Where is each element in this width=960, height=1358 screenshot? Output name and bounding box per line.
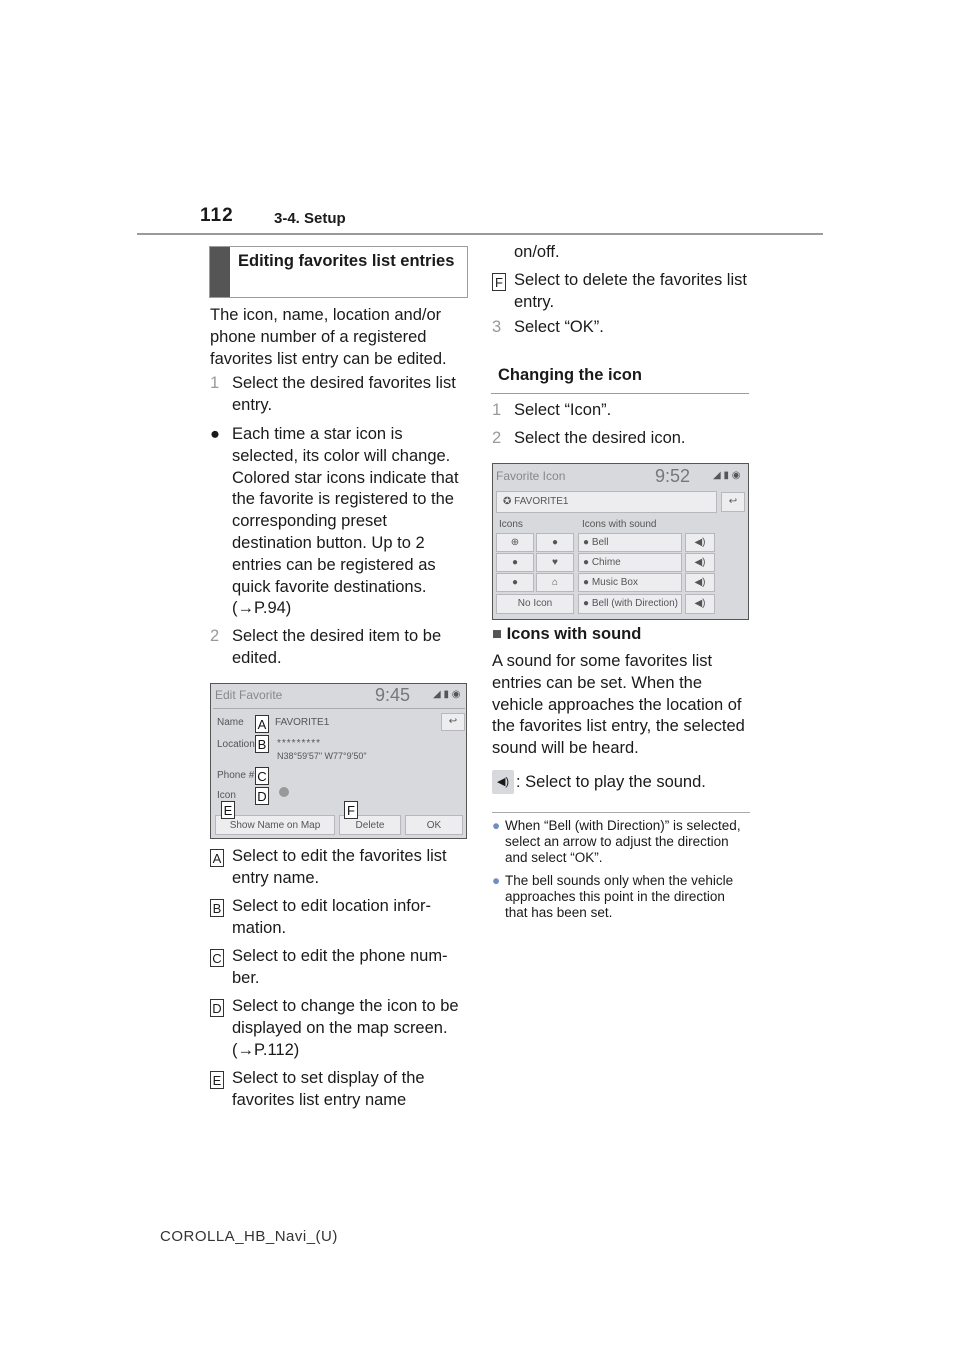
step-text: Select the desired icon. [514, 429, 686, 447]
notes-divider [492, 812, 750, 813]
item-text: Select to edit the phone num-ber. [232, 947, 448, 987]
header-rule [137, 233, 823, 235]
show-name-on-map-button[interactable]: Show Name on Map [215, 815, 335, 835]
icon-option-food[interactable]: ● [496, 553, 534, 572]
favorite-icon[interactable] [279, 787, 289, 797]
bullet-reference: (→P.94) [232, 599, 292, 618]
step-2 [210, 626, 468, 670]
icon-option-plus[interactable]: ⊕ [496, 533, 534, 552]
heading-text: Changing the icon [498, 366, 642, 384]
continuation-text: on/off. [514, 243, 560, 261]
play-sound-text: : Select to play the sound. [516, 773, 706, 791]
sound-option-bell[interactable]: ● Bell [578, 533, 682, 552]
item-label: A [210, 849, 224, 867]
sound-option-chime[interactable]: ● Chime [578, 553, 682, 572]
edit-favorite-screenshot [210, 683, 467, 839]
square-bullet-icon: ■ [492, 625, 502, 643]
note-text: The bell sounds only when the vehicle approaches this point in the direction that has been set. [505, 873, 734, 920]
subheading-text: Icons with sound [506, 625, 642, 643]
step-3 [492, 317, 750, 339]
screen-title: Favorite Icon [496, 469, 566, 483]
delete-button[interactable]: Delete [339, 815, 401, 835]
step-select-desired-icon [492, 428, 750, 450]
item-text: Select to change the icon to be displayed on the map screen. (→P.112) [232, 997, 459, 1059]
item-a [210, 846, 468, 890]
sound-option-bell-direction[interactable]: ● Bell (with Direction) [578, 594, 682, 614]
phone-label: Phone # [217, 770, 255, 781]
favorite-entry-row[interactable] [496, 491, 717, 513]
marker-b: B [255, 735, 269, 753]
item-c [210, 946, 468, 990]
intro-paragraph: The icon, name, location and/or phone number of a registered favorites list entry can be edited. [210, 306, 447, 368]
bullet-star-icon [210, 424, 468, 620]
name-label: Name [217, 717, 244, 728]
play-sound-button-music-box[interactable]: ◀) [685, 573, 715, 592]
footer-model: COROLLA_HB_Navi_(U) [160, 1228, 338, 1245]
icons-with-sound-header: Icons with sound [582, 519, 657, 530]
heading-changing-icon [491, 361, 749, 394]
note-2 [492, 873, 750, 921]
bullet-body: Each time a star icon is selected, its color will change. Colored star icons indicate that the favorite is registered to the corresponding preset destination button. Up to 2 entries can be registered as quick favorite destinations. [232, 425, 459, 596]
step-text: Select the desired item to be edited. [232, 627, 442, 667]
item-label: B [210, 899, 224, 917]
status-icons: ◢ ▮ ◉ [713, 470, 741, 481]
heading-bar [210, 247, 230, 297]
sound-name: Music Box [591, 577, 638, 588]
note-bullet-icon: ● [492, 818, 501, 833]
step-1 [210, 373, 468, 417]
subheading-icons-with-sound [492, 624, 641, 646]
step-text: Select “Icon”. [514, 401, 612, 419]
item-text: Select to set display of the favorites list entry name [232, 1069, 425, 1109]
location-label: Location [217, 739, 255, 750]
status-icons: ◢ ▮ ◉ [433, 689, 461, 700]
item-b [210, 896, 468, 940]
item-label: F [492, 273, 506, 291]
title-divider [213, 708, 465, 709]
sound-name: Bell [591, 537, 609, 548]
item-text: Select to delete the favorites list entry. [514, 271, 747, 311]
item-f [492, 270, 750, 314]
back-button[interactable]: ↩ [721, 492, 745, 512]
favorite-icon-screenshot [492, 463, 749, 620]
play-sound-button-chime[interactable]: ◀) [685, 553, 715, 572]
no-icon-button[interactable]: No Icon [496, 594, 574, 614]
step-text: Select “OK”. [514, 318, 604, 336]
note-bullet-icon: ● [492, 873, 501, 888]
icon-option-alert[interactable]: ● [536, 533, 574, 552]
step-select-icon [492, 400, 750, 422]
page-number: 112 [200, 205, 234, 226]
location-hidden[interactable]: ********* [277, 738, 322, 749]
play-sound-button-bell-direction[interactable]: ◀) [685, 594, 715, 614]
bullet-dot-icon: ● [210, 425, 220, 443]
bullet-text [232, 424, 468, 620]
step-number: 3 [492, 318, 502, 336]
screen-title: Edit Favorite [215, 688, 283, 702]
screen-clock: 9:45 [375, 685, 411, 705]
heading-text: Editing favorites list entries [238, 252, 455, 270]
section-title: 3-4. Setup [274, 210, 346, 227]
icon-label: Icon [217, 790, 236, 801]
location-coordinates[interactable]: N38°59'57" W77°9'50" [277, 751, 367, 761]
item-label: E [210, 1071, 224, 1089]
item-label: D [210, 999, 224, 1017]
icons-column-header: Icons [499, 519, 523, 530]
sound-name: Chime [591, 557, 621, 568]
icon-option-heart[interactable]: ♥ [536, 553, 574, 572]
step-number: 2 [210, 627, 220, 645]
sound-paragraph: A sound for some favorites list entries can be set. When the vehicle approaches the location of the favorites list entry, the selected sound will be heard. [492, 652, 745, 758]
play-sound-button-bell[interactable]: ◀) [685, 533, 715, 552]
step-number: 2 [492, 429, 502, 447]
step-number: 1 [492, 401, 502, 419]
speaker-icon: ◀) [492, 770, 514, 794]
item-e [210, 1068, 468, 1112]
icon-option-work[interactable]: ● [496, 573, 534, 592]
marker-a: A [255, 715, 269, 733]
step-number: 1 [210, 374, 220, 392]
sound-option-music-box[interactable]: ● Music Box [578, 573, 682, 592]
screen-clock: 9:52 [655, 466, 691, 486]
item-text: Select to edit the favorites list entry name. [232, 847, 447, 887]
favorite-entry-name: FAVORITE1 [514, 496, 569, 507]
ok-button[interactable]: OK [405, 815, 463, 835]
step-text: Select the desired favorites list entry. [232, 374, 456, 414]
name-value[interactable]: FAVORITE1 [275, 717, 330, 728]
star-icon: ✪ [503, 496, 512, 507]
item-text: Select to edit location infor-mation. [232, 897, 432, 937]
sound-name: Bell (with Direction) [591, 598, 678, 609]
icon-option-home[interactable]: ⌂ [536, 573, 574, 592]
marker-e: E [221, 801, 235, 819]
marker-c: C [255, 767, 269, 785]
back-button[interactable]: ↩ [441, 713, 465, 731]
heading-editing-favorites [209, 246, 468, 298]
item-label: C [210, 949, 224, 967]
item-d [210, 996, 468, 1061]
note-text: When “Bell (with Direction)” is selected, select an arrow to adjust the direction and select “OK”. [505, 818, 741, 865]
marker-d: D [255, 787, 269, 805]
note-1 [492, 818, 750, 866]
marker-f: F [344, 801, 358, 819]
